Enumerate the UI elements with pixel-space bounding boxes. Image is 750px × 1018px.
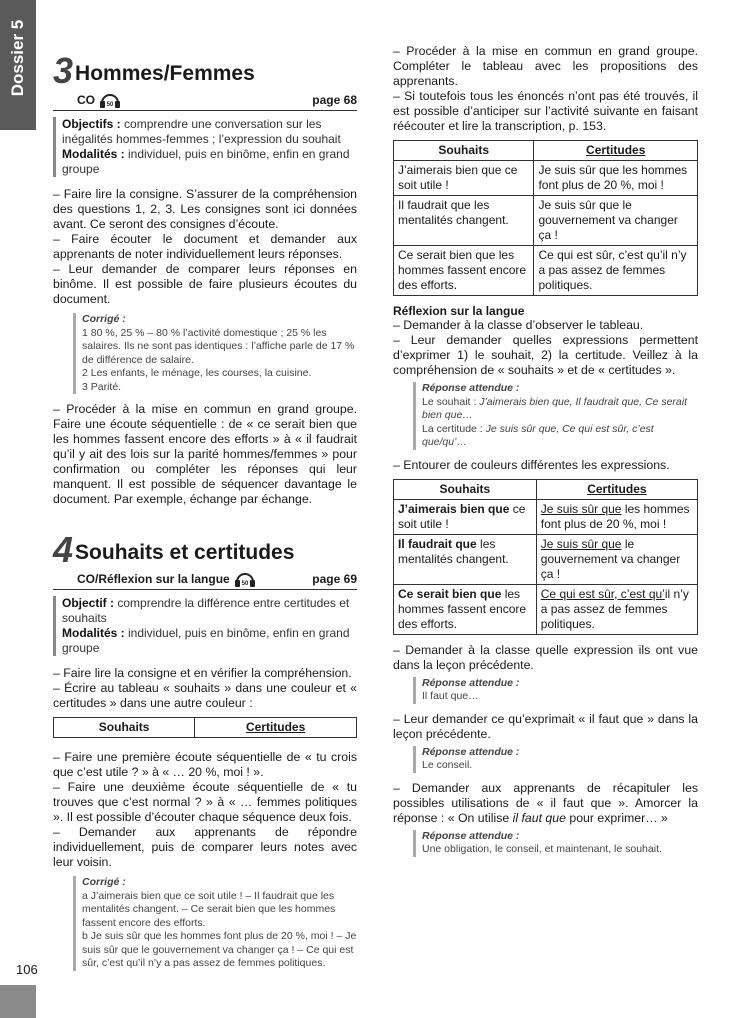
instruction: – Demander aux apprenants de récapituler les possibles utilisations de « il faut que ». Amorcer la réponse : « On utilise il faut que pour exprimer… » xyxy=(393,780,698,825)
table-row: Ce serait bien que les hommes fassent encore des efforts. Ce qui est sûr, c’est qu’il n’y a pas assez de femmes politiques. xyxy=(394,584,698,634)
section-4-header xyxy=(53,529,357,570)
instruction: – Écrire au tableau « souhaits » dans une couleur et « certitudes » dans une autre couleur : xyxy=(53,681,357,710)
dossier-tab-label: Dossier 5 xyxy=(8,19,27,97)
empty-table: Souhaits Certitudes xyxy=(53,717,357,738)
instruction: – Demander à la classe d’observer le tableau. xyxy=(393,318,644,332)
bottom-tab xyxy=(0,985,36,1018)
expected-answer: Réponse attendue : Il faut que… xyxy=(413,677,698,704)
table-row: Ce serait bien que les hommes fassent encore des efforts. Ce qui est sûr, c’est qu’il n’y a pas assez de femmes politiques. xyxy=(394,246,698,296)
objectives-box: Objectif : comprendre la différence entre certitudes et souhaits Modalités : individuel, puis en binôme, enfin en grand groupe xyxy=(53,596,357,656)
objectives-box: Objectifs : comprendre une conversation sur les inégalités hommes-femmes ; l’expression du souhait Modalités : individuel, puis en binôme, enfin en grand groupe xyxy=(53,117,357,177)
table-row: Il faudrait que les mentalités changent. Je suis sûr que le gouvernement va changer ça ! xyxy=(394,534,698,584)
headphones-icon xyxy=(99,91,121,109)
left-column xyxy=(53,0,357,979)
section-title: Hommes/Femmes xyxy=(75,62,255,85)
instruction: – Faire lire la consigne et en vérifier la compréhension. xyxy=(53,666,352,680)
instruction: – Faire lire la consigne. S’assurer de la compréhension des questions 1, 2, 3. Les consignes sont ici données avant. Ce seront des consignes d’écoute. xyxy=(53,187,357,231)
svg-text:50: 50 xyxy=(241,581,249,587)
instruction: – Si toutefois tous les énoncés n’ont pas été trouvés, il est possible d’anticiper sur l’activité suivante en faisant réécouter et lire la transcription, p. 153. xyxy=(393,89,698,133)
instruction: – Entourer de couleurs différentes les expressions. xyxy=(393,457,670,472)
page-reference: page 68 xyxy=(312,93,357,107)
section-3-header xyxy=(53,50,357,91)
section-number: 3 xyxy=(53,50,74,91)
instruction: – Demander aux apprenants de répondre individuellement, puis de comparer leurs notes avec leur voisin. xyxy=(53,825,357,869)
expected-answer: Réponse attendue : Une obligation, le conseil, et maintenant, le souhait. xyxy=(413,830,698,857)
table-row: J’aimerais bien que ce soit utile ! Je suis sûr que les hommes font plus de 20 %, moi ! xyxy=(394,161,698,196)
expected-answer: Réponse attendue : Le souhait : J’aimerais bien que, Il faudrait que, Ce serait bien que… La certitude : Je suis sûr que, Ce qui est sûr, c’est que/qu’… xyxy=(413,382,698,450)
instruction: – Demander à la classe quelle expression ils ont vue dans la leçon précédente. xyxy=(393,642,698,672)
answer-key: Corrigé : a J’aimerais bien que ce soit utile ! – Il faudrait que les mentalités changent. – Ce serait bien que les hommes fassent encore des efforts. b Je suis sûr que les hommes font plus de 20 %, moi ! – Je suis sûr que le gouvernement va changer ça ! – Ce qui est sûr, c’est qu’il n’y a pas assez de femmes politiques. xyxy=(73,876,357,971)
answer-key: Corrigé : 1 80 %, 25 % – 80 % l’activité domestique ; 25 % les salaires. Ils ne sont pas identiques : l’affiche parle de 17 % de différence de salaire. 2 Les enfants, le ménage, les courses, la cuisine. 3 Parité. xyxy=(73,313,357,394)
activity-type: CO xyxy=(77,93,95,107)
table-highlighted: Souhaits Certitudes J’aimerais bien que ce soit utile ! Je suis sûr que les hommes font plus de 20 %, moi ! Il faudrait que les mentalités changent. Je suis sûr que le gouvernement va changer ça ! Ce serait bien que les hommes fassent encore des efforts. Ce qui est sûr, c’est qu’il n’y a pas assez de femmes politiques. xyxy=(393,479,698,635)
svg-text:50: 50 xyxy=(106,102,114,108)
instruction: – Leur demander quelles expressions permettent d’exprimer 1) le souhait, 2) la certitude. Veillez à la compréhension de « souhaits » et de « certitudes ». xyxy=(393,333,698,377)
headphones-icon xyxy=(234,570,256,588)
expected-answer: Réponse attendue : Le conseil. xyxy=(413,746,698,773)
section-number: 4 xyxy=(53,529,74,570)
instruction: – Faire une deuxième écoute séquentielle de « tu trouves que c’est normal ? » à « … femmes politiques ». Il est possible d’écouter chaque séquence deux fois. xyxy=(53,780,357,824)
instruction: – Procéder à la mise en commun en grand groupe. Compléter le tableau avec les propositions des apprenants. xyxy=(393,44,698,88)
page-reference: page 69 xyxy=(312,572,357,586)
instruction: – Leur demander ce qu’exprimait « il faut que » dans la leçon précédente. xyxy=(393,711,698,741)
table-row: J’aimerais bien que ce soit utile ! Je suis sûr que les hommes font plus de 20 %, moi ! xyxy=(394,499,698,534)
section-subheader xyxy=(53,569,357,590)
activity-type: CO/Réflexion sur la langue xyxy=(77,572,230,586)
right-column xyxy=(393,44,698,865)
section-subheader xyxy=(53,90,357,111)
section-title: Souhaits et certitudes xyxy=(75,541,295,564)
instruction: – Faire une première écoute séquentielle de « tu crois que c’est utile ? » à « … 20 %, moi ! ». xyxy=(53,750,357,779)
page-number: 106 xyxy=(16,962,38,977)
table-souhaits-certitudes: Souhaits Certitudes J’aimerais bien que ce soit utile ! Je suis sûr que les hommes font plus de 20 %, moi ! Il faudrait que les mentalités changent. Je suis sûr que le gouvernement va changer ça ! Ce serait bien que les hommes fassent encore des efforts. Ce qui est sûr, c’est qu’il n’y a pas assez de femmes politiques. xyxy=(393,140,698,296)
instruction: – Faire écouter le document et demander aux apprenants de noter individuellement leurs réponses. xyxy=(53,232,357,261)
instruction: – Procéder à la mise en commun en grand groupe. Faire une écoute séquentielle : de « ce serait bien que les hommes fassent encore des efforts » à « il faudrait qu’il y ait des lois sur la parité hommes/femmes » pour confirmation ou compléter les réponses qui leur manquent. Il est possible de séquencer davantage le document. Par exemple, échange par échange. xyxy=(53,402,357,506)
subsection-title: Réflexion sur la langue xyxy=(393,304,525,318)
instruction: – Leur demander de comparer leurs réponses en binôme. Il est possible de faire plusieurs écoutes du document. xyxy=(53,262,357,306)
dossier-tab xyxy=(0,0,36,130)
table-row: Il faudrait que les mentalités changent. Je suis sûr que le gouvernement va changer ça ! xyxy=(394,196,698,246)
